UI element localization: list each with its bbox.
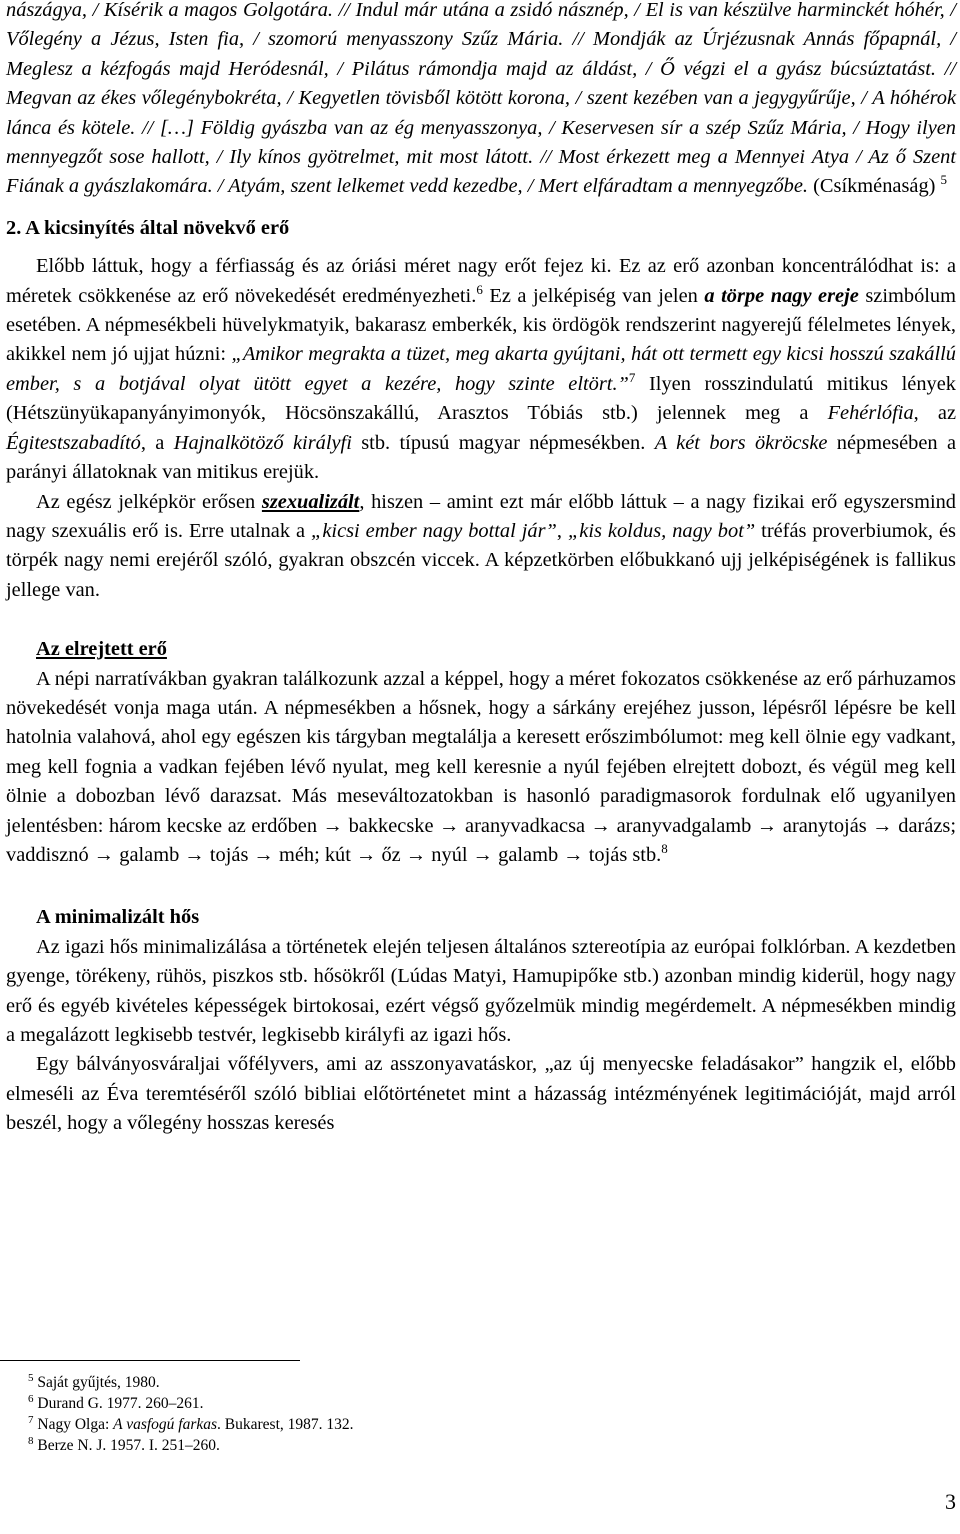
paragraph-dwarf-strength: Előbb láttuk, hogy a férfiasság és az óriási méret nagy erőt fejez ki. Ez az erő azonban koncentrálódhat is: a méretek csökkenése az erő növekedését eredményezheti.$^6$ Ez a jelképiség van jelen a törpe nagy ereje szimbólum esetében. A népmesékbeli hüvelykmatyik, bakarasz emberkék, kis ördögök rendszerint nagyerejű félelmetes lények, akikkel nem jó ujjat húzni: „Amikor megrakta a tüzet, meg akarta gyújtani, hát ott termett egy kicsi hosszú szakállú ember, s a botjával olyat ütött egyet a kezére, hogy szinte eltört.”$^7$ Ilyen rosszindulatú mitikus lények (Hétszünyükapanyányimonyók, Höcsönszakállú, Arasztos Tóbiás stb.) jelennek meg a Fehérlófia, az Égitestszabadító, a Hajnalkötöző királyfi stb. típusú magyar népmesékben. A két bors ökröcske népmesében a parányi állatoknak van mitikus erejük. bbox=[6, 255, 957, 484]
footnotes bbox=[28, 1372, 354, 1456]
paragraph-hero-1: Az igazi hős minimalizálása a történetek elején teljesen általános sztereotípia az európai folklórban. A kezdetben gyenge, törékeny, rühös, piszkos stb. hősökről (Lúdas Matyi, Hamupipőke stb.) azonban mindig kiderül, hogy nagy erő és egyéb kivételes képességek birtokosai, ezért végső győzelmük mindig megérdemelt. A népmesékben mindig a megalázott legkisebb testvér, legkisebb királyfi az igazi hős. bbox=[6, 935, 956, 1046]
footnote-7: $^7$ Nagy Olga: A vasfogú farkas. Bukarest, 1987. 132. bbox=[28, 1413, 354, 1433]
footnote-ref-5: 5 bbox=[940, 172, 948, 188]
footnote-separator bbox=[0, 1360, 300, 1361]
emphasis-sexualized: szexualizált bbox=[261, 490, 360, 513]
page-number: 3 bbox=[945, 1489, 956, 1514]
footnote-ref-7: 7 bbox=[628, 370, 636, 386]
subheading-hidden-strength: Az elrejtett erő bbox=[36, 638, 167, 661]
poem-excerpt bbox=[6, 0, 956, 202]
footnote-5: $^5$ Saját gyűjtés, 1980. bbox=[28, 1371, 160, 1391]
quote-tale: „Amikor megrakta a tüzet, meg akarta gyújtani, hát ott termett egy kicsi hosszú szakállú ember, s a botjával olyat ütött egyet a kezére, hogy szinte eltört.” bbox=[6, 343, 956, 395]
footnote-ref-6: 6 bbox=[476, 281, 483, 297]
subheading-minimalized-hero: A minimalizált hős bbox=[36, 906, 200, 929]
footnote-ref-8: 8 bbox=[661, 841, 668, 857]
paragraph-sexual-symbolism: Az egész jelképkör erősen szexualizált, hiszen – amint ezt már előbb láttuk – a nagy fizikai erő egyszersmind nagy szexuális erő is. Erre utalnak a „kicsi ember nagy bottal jár”, „kis koldus, nagy bot” tréfás proverbiumok, és törpék nagy nemi erejéről szóló, gyakran obszcén viccek. A képzetkörben előbukkanó ujj jelképiségének is fallikus jellege van. bbox=[6, 490, 957, 601]
paragraph-hidden-strength: A népi narratívákban gyakran találkozunk azzal a képpel, hogy a méret fokozatos csökkenése az erő párhuzamos növekedését vonja maga után. A népmesékben a hősnek, hogy a sárkány erejéhez jusson, lépésről lépésre be kell hatolnia valahová, ahol egy egészen kis tárgyban megtalálja a keresett erőszimbólumot: meg kell ölnie egy vadkant, meg kell fognia a vadkan fejében lévő nyulat, meg kell keresnie a nyúl fejében elrejtett dobozt, és végül meg kell ölnie a dobozban lévő darazsat. Más meseváltozatokban is hasonló paradigmasorok fordulnak elő ugyanilyen jelentésben: három kecske az erdőben → bakkecske → aranyvadkacsa → aranyvadgalamb → aranytojás → darázs; vaddisznó → galamb → tojás → méh; kút → őz → nyúl → galamb → tojás stb.$^8$ bbox=[6, 667, 956, 866]
paragraph-hero-2: Egy bálványosváraljai vőfélyvers, ami az asszonyavatáskor, „az új menyecske feladásakor” hangzik el, előbb elmeséli az Éva teremtéséről szóló bibliai előtörténetet mint a házasság intézményének legitimációját, majd arról beszél, hogy a vőlegény hosszas keresés bbox=[6, 1053, 956, 1135]
section-heading-2: 2. A kicsinyítés által növekvő erő bbox=[6, 216, 290, 239]
footnote-6: $^6$ Durand G. 1977. 260–261. bbox=[28, 1392, 204, 1412]
footnote-8: $^8$ Berze N. J. 1957. I. 251–260. bbox=[28, 1434, 220, 1454]
document-page bbox=[6, 0, 956, 1139]
poem-text: nászágya, / Kísérik a magos Golgotára. // Indul már utána a zsidó násznép, / El is van készülve harminckét hóhér, / Vőlegény a Jézus, Isten fia, / szomorú menyasszony Szűz Mária. // Mondják az Úrjézusnak Annás főpapnál, / Meglesz a kézfogás majd Heródesnál, / Pilátus rámondja majd az áldást, / Ő végzi el a gyász búcsúztatást. // Megvan az ékes vőlegénybokréta, / Kegyetlen tövisből kötött korona, / szent kezében van a jegygyűrűje, / A hóhérok lánca és kötele. // […] Földig gyászba van az ég menyasszonya, / Keservesen sír a szép Szűz Mária, / Hogy ilyen mennyegzőt sose hallott, / Ily kínos gyötrelmet, mit most látott. // Most érkezett meg a Mennyei Atya / Az ő Szent Fiának a gyászlakomára. / Atyám, szent lelkemet vedd kezedbe, / Mert elfáradtam a mennyegzőbe. bbox=[6, 0, 956, 198]
poem-source: (Csíkménaság) bbox=[808, 175, 936, 198]
emphasis-dwarf: a törpe nagy ereje bbox=[704, 284, 859, 307]
